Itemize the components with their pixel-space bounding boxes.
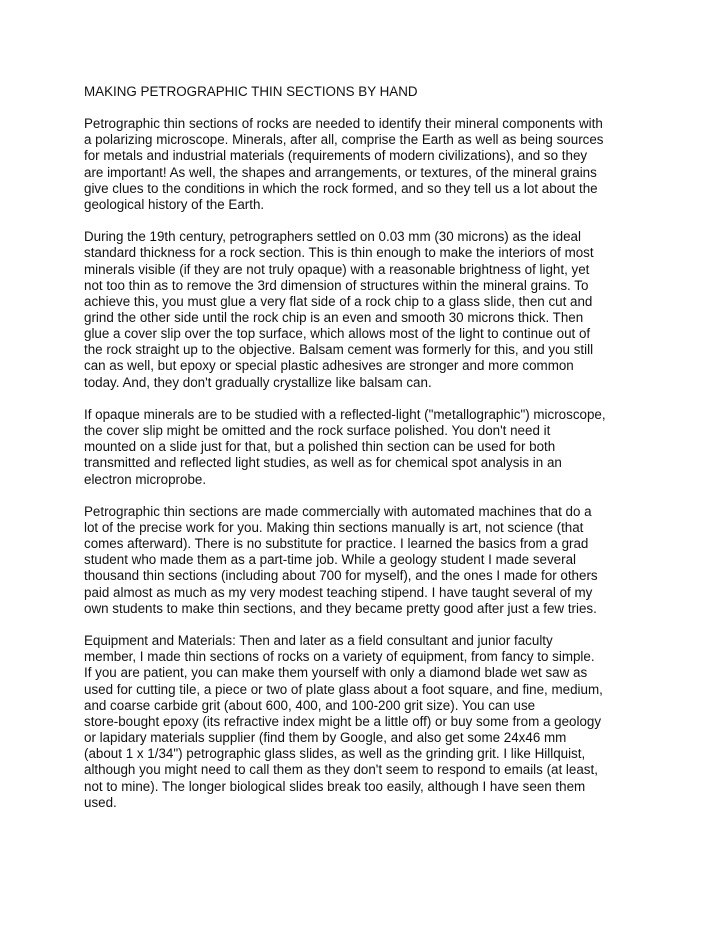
paragraph-line: Petrographic thin sections are made commercially with automated machines that do a (84, 503, 592, 519)
paragraph-line: student who made them as a part-time job. While a geology student I made several (84, 552, 576, 568)
paragraph-line: geological history of the Earth. (84, 196, 265, 212)
paragraph-line: member, I made thin sections of rocks on a variety of equipment, from fancy to simple. (84, 649, 595, 665)
paragraph-line: standard thickness for a rock section. This is thin enough to make the interiors of most (84, 245, 594, 261)
paragraph-line: (about 1 x 1/34") petrographic glass slides, as well as the grinding grit. I like Hillquist, (84, 746, 586, 762)
paragraph-line: If you are patient, you can make them yourself with only a diamond blade wet saw as (84, 665, 588, 681)
paragraph-intro (84, 116, 644, 213)
paragraph-line: used for cutting tile, a piece or two of plate glass about a foot square, and fine, medium, (84, 681, 603, 697)
document-title: MAKING PETROGRAPHIC THIN SECTIONS BY HAND (84, 84, 418, 99)
paragraph-line: If opaque minerals are to be studied with a reflected-light ("metallographic") microscope, (84, 406, 606, 422)
paragraph-line: comes afterward). There is no substitute for practice. I learned the basics from a grad (84, 536, 589, 552)
paragraph-line: not to mine). The longer biological slides break too easily, although I have seen them (84, 778, 586, 794)
paragraph-line: own students to make thin sections, and they became pretty good after just a few tries. (84, 600, 597, 616)
paragraph-line: transmitted and reflected light studies, as well as for chemical spot analysis in an (84, 455, 562, 471)
paragraph-line: the cover slip might be omitted and the rock surface polished. You don't need it (84, 423, 551, 439)
paragraph-line: give clues to the conditions in which the rock formed, and so they tell us a lot about the (84, 180, 598, 196)
paragraph-line: a polarizing microscope. Minerals, after all, comprise the Earth as well as being sources (84, 132, 604, 148)
paragraph-commercial (84, 504, 644, 617)
paragraph-line: and coarse carbide grit (about 600, 400, and 100-200 grit size). You can use (84, 697, 536, 713)
paragraph-line: achieve this, you must glue a very flat side of a rock chip to a glass slide, then cut and (84, 293, 593, 309)
paragraph-equipment (84, 633, 644, 811)
paragraph-line: for metals and industrial materials (requirements of modern civilizations), and so they (84, 148, 588, 164)
paragraph-line: minerals visible (if they are not truly opaque) with a reasonable brightness of light, yet (84, 261, 590, 277)
paragraph-history (84, 229, 644, 391)
paragraph-line: grind the other side until the rock chip is an even and smooth 30 microns thick. Then (84, 310, 584, 326)
paragraph-line: or lapidary materials supplier (find them by Google, and also get some 24x46 mm (84, 730, 567, 746)
paragraph-line: thousand thin sections (including about 700 for myself), and the ones I made for others (84, 568, 598, 584)
paragraph-line: used. (84, 794, 117, 810)
paragraph-line: are important! As well, the shapes and arrangements, or textures, of the mineral grains (84, 164, 597, 180)
paragraph-line: Equipment and Materials: Then and later as a field consultant and junior faculty (84, 633, 553, 649)
paragraph-line: not too thin as to remove the 3rd dimension of structures within the mineral grains. To (84, 277, 589, 293)
paragraph-line: paid almost as much as my very modest teaching stipend. I have taught several of my (84, 584, 593, 600)
paragraph-line: lot of the precise work for you. Making thin sections manually is art, not science (that (84, 520, 584, 536)
paragraph-line: electron microprobe. (84, 471, 207, 487)
paragraph-line: mounted on a slide just for that, but a polished thin section can be used for both (84, 439, 556, 455)
paragraph-line: although you might need to call them as they don't seem to respond to emails (at least, (84, 762, 598, 778)
paragraph-line: During the 19th century, petrographers settled on 0.03 mm (30 microns) as the ideal (84, 229, 581, 245)
paragraph-line: Petrographic thin sections of rocks are needed to identify their mineral components with (84, 116, 603, 132)
paragraph-line: can as well, but epoxy or special plastic adhesives are stronger and more common (84, 358, 574, 374)
document-page (84, 84, 644, 827)
paragraph-line: today. And, they don't gradually crystallize like balsam can. (84, 374, 432, 390)
paragraph-line: the rock straight up to the objective. Balsam cement was formerly for this, and you still (84, 342, 594, 358)
paragraph-line: store-bought epoxy (its refractive index might be a little off) or buy some from a geology (84, 713, 602, 729)
paragraph-opaque-minerals (84, 407, 644, 488)
paragraph-line: glue a cover slip over the top surface, which allows most of the light to continue out of (84, 326, 591, 342)
